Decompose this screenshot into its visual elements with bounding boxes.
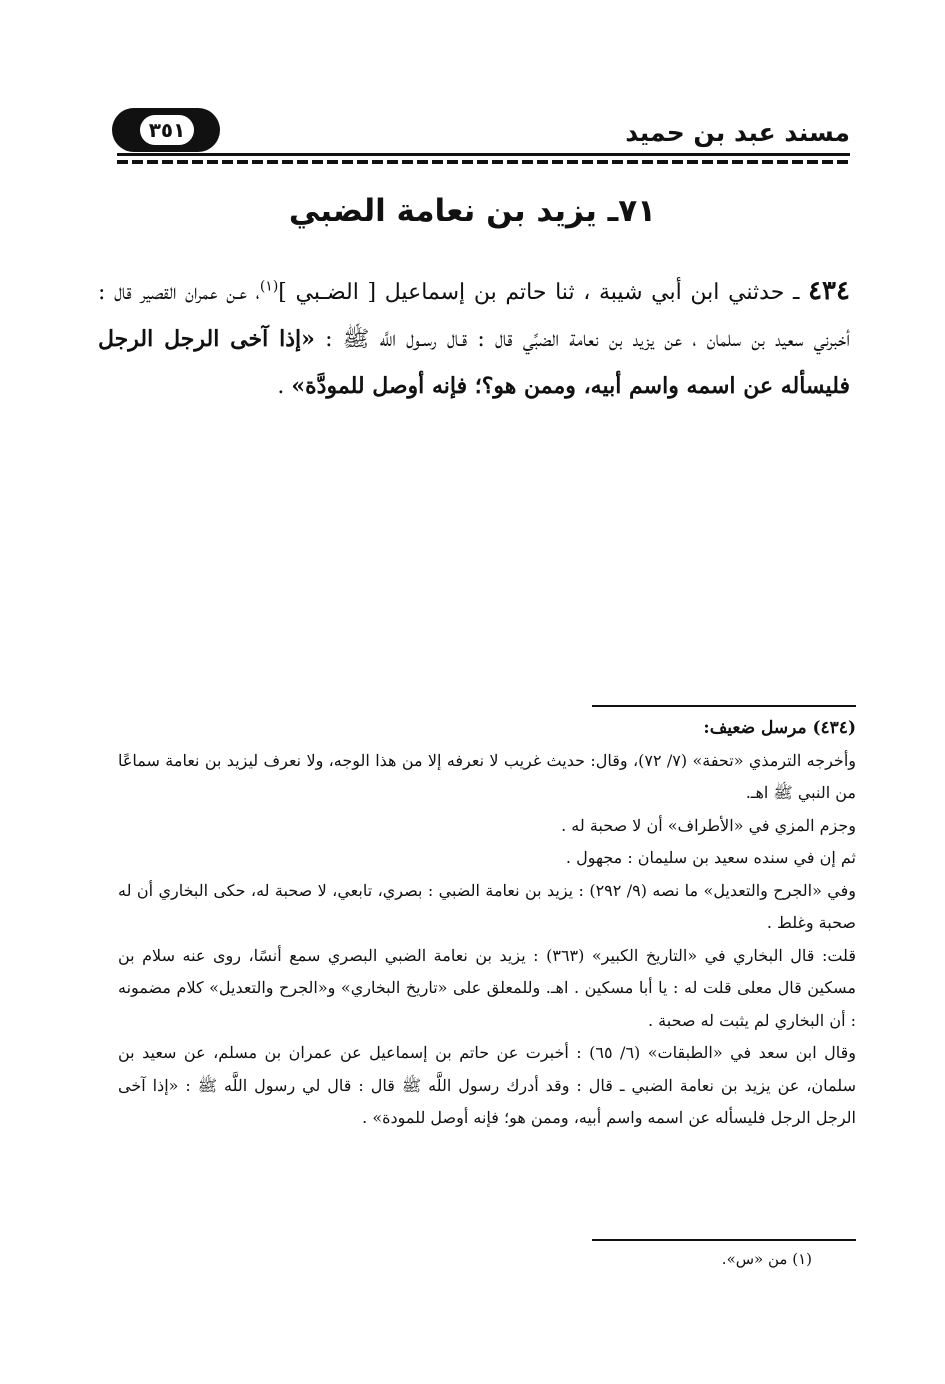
page-number-badge bbox=[112, 108, 220, 152]
hadith-number: ٤٣٤ bbox=[808, 276, 850, 306]
hadith-isnad-1: ـ حدثني ابن أبي شيبة ، ثنا حاتم بن إسماعيل [ الضـبي ] bbox=[278, 280, 809, 305]
hadith-end: . bbox=[277, 374, 292, 399]
footnote-ref: (١) bbox=[259, 278, 279, 295]
hadith-isnad-2: ، عـن عمران القصير قال : أخبرني سعيد بن سلمان ، عن يزيد بن نعامة الضبِّي قال : قـال رسـول اللَّه ﷺ : bbox=[98, 280, 850, 352]
note-paragraph: وفي «الجرح والتعديل» ما نصه (٩/ ٢٩٢) : يزيد بن نعامة الضبي : بصري، تابعي، لا صحبة له، حكى البخاري أن له صحبة وغلط . bbox=[118, 880, 856, 932]
footnote-separator bbox=[592, 1239, 856, 1241]
takhrij-notes bbox=[118, 712, 856, 1135]
note-paragraph: وقال ابن سعد في «الطبقات» (٦/ ٦٥) : أخبرت عن حاتم بن إسماعيل عن عمران بن مسلم، عن سعيد بن سلمان، عن يزيد بن نعامة الضبي ـ قال : وقد أدرك رسول اللَّه ﷺ قال : قال لي رسول اللَّه ﷺ : «إذا آخى الرجل الرجل فليسأله عن اسمه واسم أبيه، وممن هو؛ فإنه أوصل للمودة» . bbox=[118, 1043, 857, 1127]
chapter-title: ٧١ـ يزيد بن نعامة الضبي bbox=[288, 193, 657, 229]
notes-separator bbox=[592, 705, 856, 707]
page-number: ٣٥١ bbox=[140, 115, 194, 145]
note-paragraph: وأخرجه الترمذي «تحفة» (٧/ ٧٢)، وقال: حديث غريب لا نعرفه إلا من هذا الوجه، ولا نعرف ليزيد بن نعامة سماعًا من النبي ﷺ اهـ. bbox=[118, 750, 856, 802]
header-rule bbox=[117, 153, 850, 156]
hadith-text bbox=[98, 268, 850, 410]
book-title: مسند عبد بن حميد bbox=[625, 118, 850, 147]
note-paragraph: قلت: قال البخاري في «التاريخ الكبير» (٣٦٣) : يزيد بن نعامة الضبي البصري سمع أنسًا، روى عنه سلام بن مسكين قال معلى قلت له : يا أبا مسكين . اهـ. وللمعلق على «تاريخ البخاري» و«الجرح والتعديل» كلام مضمونه : أن البخاري لم يثبت له صحبة . bbox=[118, 945, 856, 1030]
hadith-matn: «إذا آخى الرجل الرجل فليسأله عن اسمه واسم أبيه، وممن هو؟؛ فإنه أوصل للمودَّة» bbox=[98, 326, 850, 399]
note-paragraph: وجزم المزي في «الأطراف» أن لا صحبة له . bbox=[561, 815, 856, 835]
notes-heading: (٤٣٤) مرسل ضعيف: bbox=[703, 718, 856, 738]
header-dashed-rule bbox=[117, 160, 850, 164]
note-paragraph: ثم إن في سنده سعيد بن سليمان : مجهول . bbox=[565, 848, 856, 867]
footnote: (١) من «س». bbox=[721, 1250, 812, 1268]
